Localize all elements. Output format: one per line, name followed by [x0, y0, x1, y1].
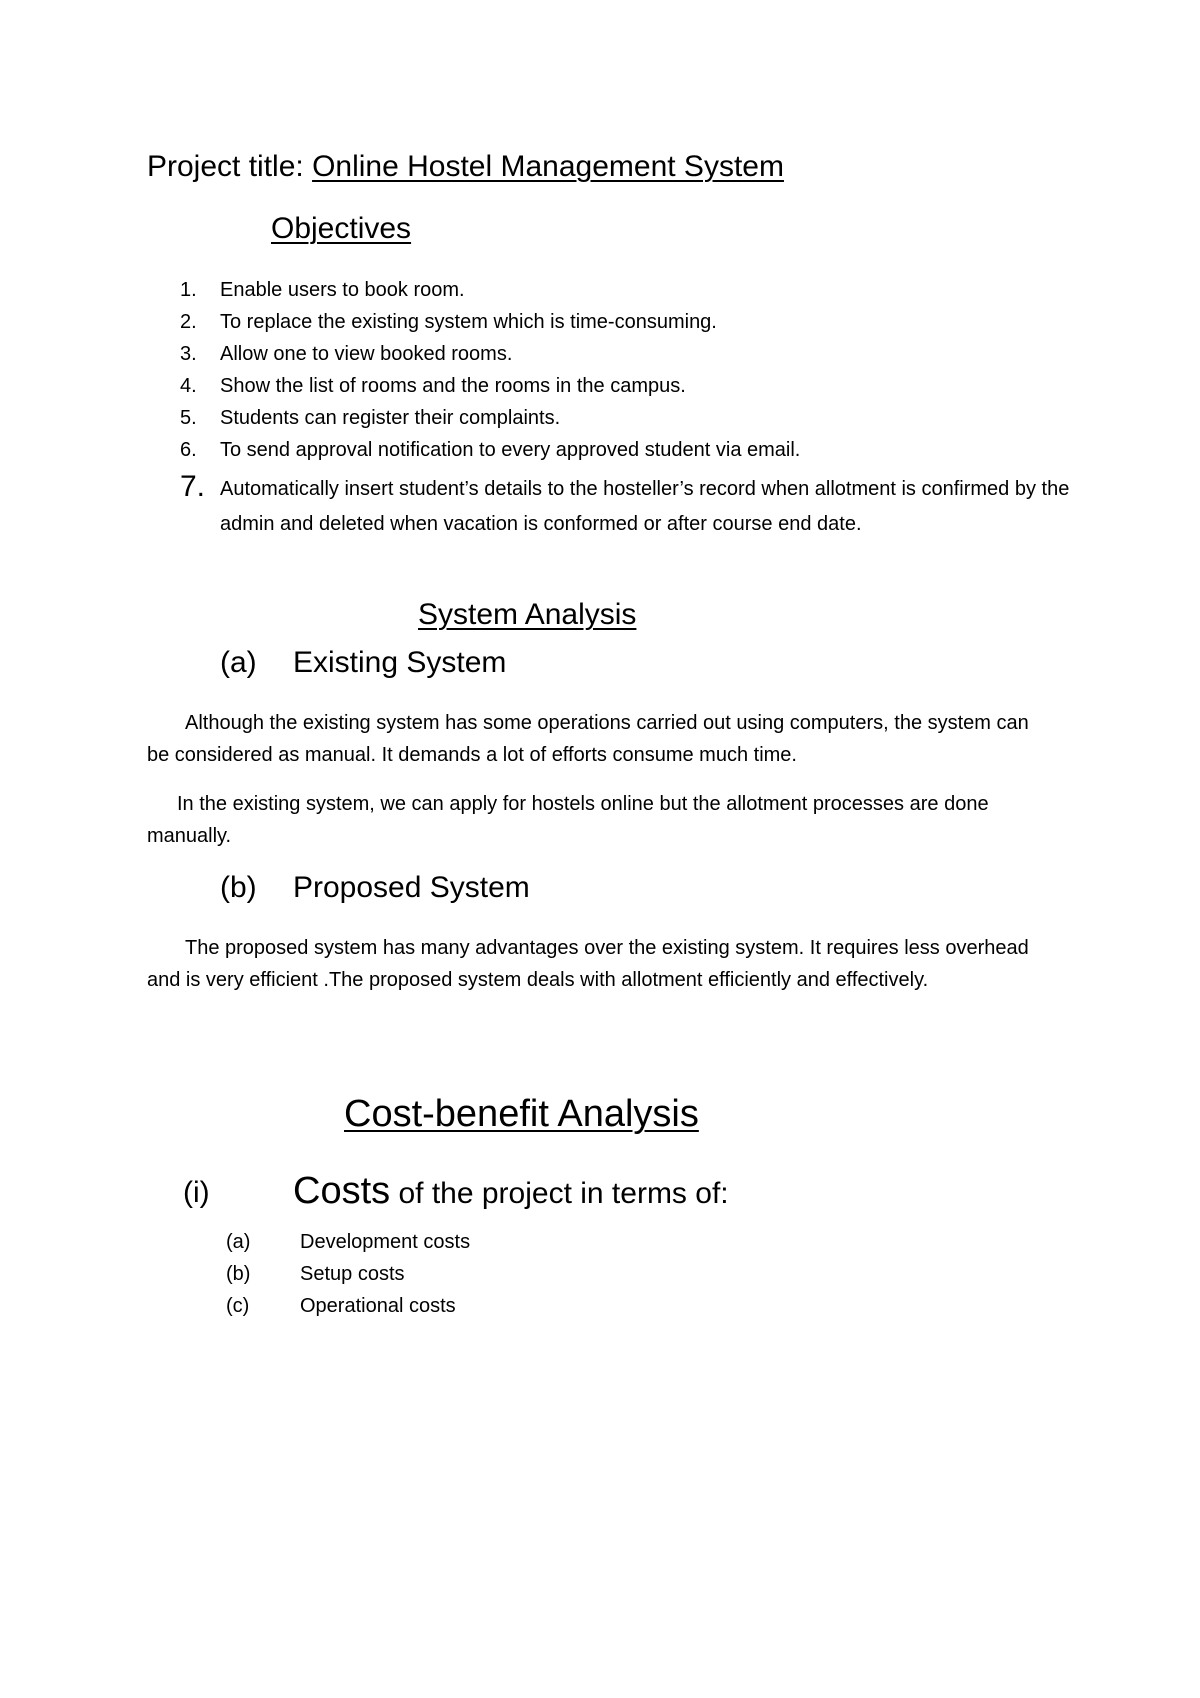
list-item-number: 1. [180, 279, 197, 301]
list-item-number: 2. [180, 311, 197, 333]
existing-system-heading: Existing System [293, 646, 507, 679]
list-item-text: Show the list of rooms and the rooms in the campus. [220, 375, 686, 397]
proposed-system-paragraph [147, 932, 1047, 996]
list-item-text: Automatically insert student’s details to the hosteller’s record when allotment is confirmed by the admin and deleted when vacation is conformed or after course end date. [220, 478, 1070, 535]
project-title [147, 150, 784, 184]
list-item [180, 274, 1080, 306]
list-item-text: Allow one to view booked rooms. [220, 343, 513, 365]
paragraph-text: Although the existing system has some operations carried out using computers, the system can be considered as manual. It demands a lot of efforts consume much time. [147, 712, 1029, 766]
costs-heading [293, 1170, 729, 1213]
existing-system-paragraph-1 [147, 707, 1047, 771]
list-item [180, 338, 1080, 370]
list-item [180, 470, 1080, 574]
cost-benefit-heading: Cost-benefit Analysis [344, 1093, 699, 1135]
list-item-number: 4. [180, 375, 197, 397]
list-item-number: 6. [180, 439, 197, 461]
list-item [180, 402, 1080, 434]
project-title-value: Online Hostel Management System [312, 150, 784, 183]
system-analysis-heading: System Analysis [418, 598, 637, 631]
list-item-text: Operational costs [300, 1295, 456, 1317]
paragraph-text: In the existing system, we can apply for hostels online but the allotment processes are done manually. [147, 793, 989, 847]
list-item-label: (c) [226, 1295, 250, 1317]
list-item-text: Enable users to book room. [220, 279, 465, 301]
costs-label: (i) [183, 1176, 210, 1209]
list-item-label: (b) [226, 1263, 251, 1285]
list-item-number: 5. [180, 407, 197, 429]
existing-system-label: (a) [220, 646, 257, 679]
costs-rest: of the project in terms of: [390, 1177, 729, 1210]
existing-system-paragraph-2 [147, 788, 1047, 852]
costs-word: Costs [293, 1170, 391, 1212]
objectives-list [180, 274, 1080, 574]
proposed-system-label: (b) [220, 871, 257, 904]
list-item-number: 7. [180, 470, 206, 503]
list-item-number: 3. [180, 343, 197, 365]
list-item [180, 306, 1080, 338]
list-item-text: To replace the existing system which is time-consuming. [220, 311, 717, 333]
list-item [180, 434, 1080, 466]
list-item-text: Students can register their complaints. [220, 407, 561, 429]
list-item-text: Setup costs [300, 1263, 405, 1285]
project-title-prefix: Project title: [147, 150, 313, 183]
paragraph-text: The proposed system has many advantages over the existing system. It requires less overhead and is very efficient .The proposed system deals with allotment efficiently and effectively. [147, 937, 1029, 991]
list-item-text: Development costs [300, 1231, 471, 1253]
list-item-label: (a) [226, 1231, 251, 1253]
list-item-text: To send approval notification to every approved student via email. [220, 439, 801, 461]
proposed-system-heading: Proposed System [293, 871, 530, 904]
objectives-heading: Objectives [271, 212, 412, 245]
list-item [180, 370, 1080, 402]
